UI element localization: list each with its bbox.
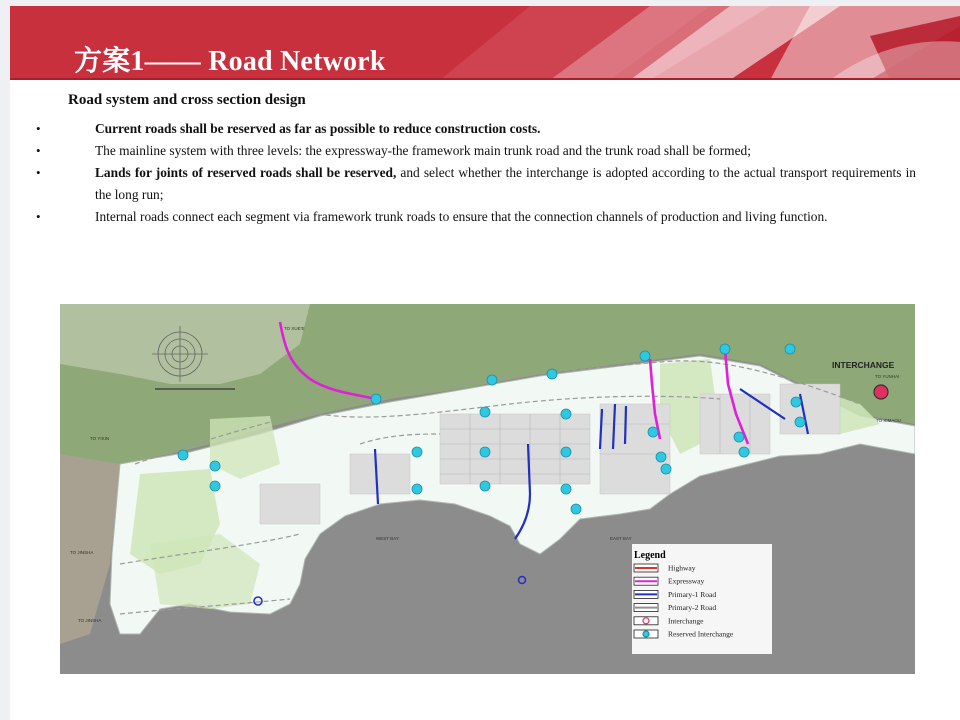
bullet-text: and select whether the interchange is adopted according to the actual transport requirements in the long run; xyxy=(95,165,916,202)
reserved-interchange-dot xyxy=(178,450,188,460)
interchange-callout: INTERCHANGE xyxy=(832,360,895,370)
reserved-interchange-dot xyxy=(480,447,490,457)
bullet-text: Internal roads connect each segment via framework trunk roads to ensure that the connection channels of production and living function. xyxy=(95,209,828,224)
map-legend xyxy=(632,544,772,654)
bullet-marker: • xyxy=(36,143,41,158)
reserved-interchange-dot xyxy=(412,484,422,494)
reserved-interchange-dot xyxy=(561,447,571,457)
reserved-interchange-dot xyxy=(487,375,497,385)
bullet-bold-text: Lands for joints of reserved roads shall be reserved, xyxy=(95,165,397,180)
bullet-item xyxy=(36,140,916,162)
reserved-interchange-dot xyxy=(785,344,795,354)
reserved-interchange-dot xyxy=(210,481,220,491)
reserved-interchange-dot xyxy=(739,447,749,457)
reserved-interchange-dot xyxy=(571,504,581,514)
place-label: TO XUE'E xyxy=(284,326,305,331)
legend-label: Primary-1 Road xyxy=(668,589,717,599)
slide xyxy=(10,6,960,720)
reserved-interchange-dot xyxy=(412,447,422,457)
bullet-bold-text: Current roads shall be reserved as far as possible to reduce construction costs. xyxy=(95,121,541,136)
bullet-item xyxy=(36,162,916,206)
legend-label: Highway xyxy=(668,563,696,573)
bullet-marker: • xyxy=(36,165,41,180)
reserved-interchange-dot xyxy=(640,351,650,361)
bullet-list xyxy=(36,118,916,228)
bullet-text: The mainline system with three levels: the expressway-the framework main trunk road and the trunk road shall be formed; xyxy=(95,143,751,158)
legend-swatch xyxy=(643,631,649,637)
bullet-marker: • xyxy=(36,209,41,224)
reserved-interchange-dot xyxy=(795,417,805,427)
place-label: TO JINSHA xyxy=(70,550,94,555)
page-title: 方案1—— Road Network xyxy=(74,46,386,77)
reserved-interchange-dot xyxy=(210,461,220,471)
legend-label: Expressway xyxy=(668,576,705,586)
reserved-interchange-dot xyxy=(648,427,658,437)
legend-label: Interchange xyxy=(668,616,704,626)
bullet-item xyxy=(36,118,916,140)
place-label: TO JINSHA xyxy=(78,618,102,623)
reserved-interchange-dot xyxy=(547,369,557,379)
title-banner xyxy=(10,6,960,80)
reserved-interchange-dot xyxy=(720,344,730,354)
reserved-interchange-dot xyxy=(561,484,571,494)
reserved-interchange-dot xyxy=(480,481,490,491)
reserved-interchange-dot xyxy=(734,432,744,442)
section-heading: Road system and cross section design xyxy=(68,92,306,108)
place-label: WEST BAY xyxy=(376,536,399,541)
reserved-interchange-dot xyxy=(371,394,381,404)
legend-label: Reserved Interchange xyxy=(668,629,734,639)
reserved-interchange-dot xyxy=(656,452,666,462)
bullet-item xyxy=(36,206,916,228)
interchange-marker xyxy=(874,385,888,399)
place-label: EAST BAY xyxy=(610,536,632,541)
reserved-interchange-dot xyxy=(561,409,571,419)
legend-swatch xyxy=(643,618,649,624)
reserved-interchange-dot xyxy=(661,464,671,474)
reserved-interchange-dot xyxy=(480,407,490,417)
legend-title: Legend xyxy=(634,550,666,561)
bullet-marker: • xyxy=(36,121,41,136)
road-network-map xyxy=(60,304,915,674)
place-label: TO YUNHAI xyxy=(875,374,900,379)
place-label: TO XIMAOU xyxy=(876,418,902,423)
reserved-interchange-dot xyxy=(791,397,801,407)
place-label: TO YIXIN xyxy=(90,436,110,441)
legend-label: Primary-2 Road xyxy=(668,603,717,613)
